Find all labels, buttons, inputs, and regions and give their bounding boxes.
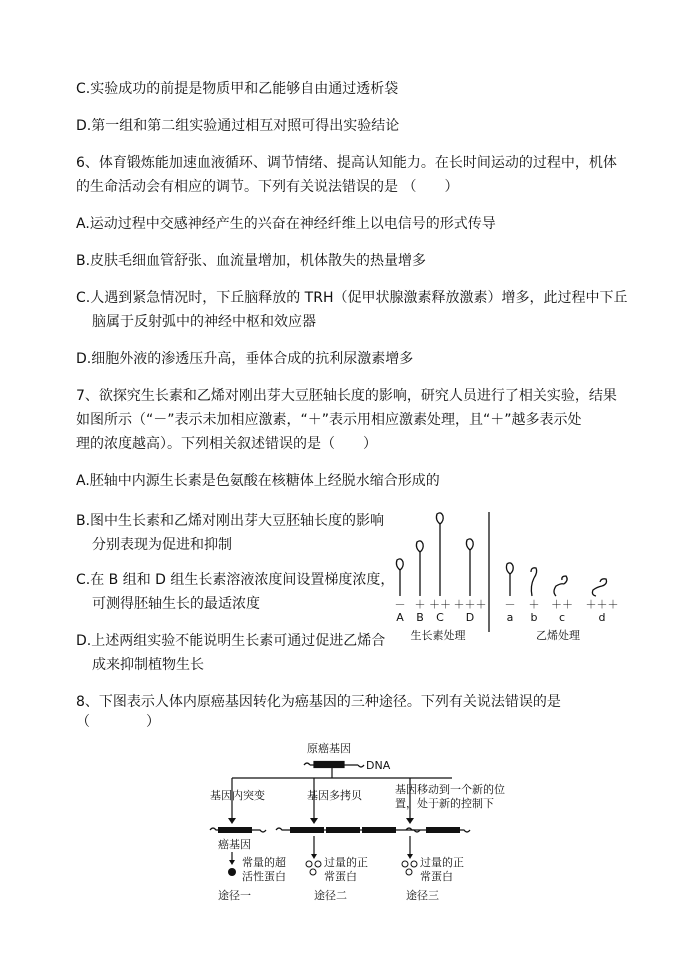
route-3: 途径三	[406, 889, 439, 902]
cancer-gene-label: 癌基因	[218, 838, 251, 851]
option-6b: B.皮肤毛细血管舒张、血流量增加，机体散失的热量增多	[76, 253, 427, 269]
letter-c2: c	[558, 611, 566, 624]
option-5c: C.实验成功的前提是物质甲和乙能够自由通过透析袋	[76, 81, 399, 97]
gene-copy-1	[290, 827, 324, 833]
option-7c-line2: 可测得胚轴生长的最适浓度	[92, 596, 260, 612]
auxin-title: 生长素处理	[410, 629, 466, 642]
p1-protein-line2: 活性蛋白	[242, 870, 286, 883]
mark-c2: ＋＋	[551, 598, 573, 611]
cancer-gene-1	[218, 827, 252, 833]
option-7d-line1: D.上述两组实验不能说明生长素可通过促进乙烯合	[76, 633, 386, 649]
p2-protein-line1: 过量的正	[324, 856, 368, 869]
question-7-line3: 理的浓度越高）。下列相关叙述错误的是（ ）	[76, 436, 377, 452]
seedling-c	[436, 513, 443, 596]
seedling-b2	[531, 568, 537, 596]
letter-b2: b	[530, 611, 538, 624]
option-5d: D.第一组和第二组实验通过相互对照可得出实验结论	[76, 118, 400, 134]
letter-c: C	[436, 611, 444, 624]
option-7a: A.胚轴中内源生长素是色氨酸在核糖体上经脱水缩合形成的	[76, 473, 440, 489]
path2-label: 基因多拷贝	[307, 789, 362, 802]
question-8-line1: 8、下图表示人体内原癌基因转化为癌基因的三种途径。下列有关说法错误的是	[76, 694, 561, 710]
letter-b: B	[416, 611, 424, 624]
route-2: 途径二	[314, 889, 347, 902]
option-6c-line1: C.人遇到紧急情况时，下丘脑释放的 TRH（促甲状腺激素释放激素）增多，此过程中下丘	[76, 290, 628, 306]
seedling-d	[466, 539, 473, 596]
option-7c-line1: C.在 B 组和 D 组生长素溶液浓度间设置梯度浓度，	[76, 572, 395, 588]
protein-icon	[406, 869, 412, 875]
gene-copy-3	[362, 827, 396, 833]
p3-protein-line1: 过量的正	[420, 856, 464, 869]
protein-icon	[315, 861, 321, 867]
seedling-b	[416, 541, 423, 596]
protein-icon	[310, 869, 316, 875]
p2-protein-line2: 常蛋白	[324, 870, 357, 883]
letter-d2: d	[598, 611, 606, 624]
seedling-c2	[554, 576, 567, 596]
question-6-line2: 的生命活动会有相应的调节。下列有关说法错误的是 （ ）	[76, 179, 459, 195]
mark-d: ＋＋＋	[453, 598, 487, 611]
letter-d: D	[465, 611, 475, 624]
p3-protein-line2: 常蛋白	[420, 870, 453, 883]
mark-a2: －	[504, 598, 516, 611]
letter-a: A	[396, 611, 404, 624]
hyperactive-protein-icon	[228, 868, 236, 876]
question-6-line1: 6、体育锻炼能加速血液循环、调节情绪、提高认知能力。在长时间运动的过程中，机体	[76, 155, 617, 171]
option-6a: A.运动过程中交感神经产生的兴奋在神经纤维上以电信号的形式传导	[76, 216, 496, 232]
mark-b: ＋	[414, 598, 426, 611]
oncogene-figure	[196, 738, 506, 906]
question-7-line2: 如图所示（“－”表示未加相应激素，“＋”表示用相应激素处理，且“＋”越多表示处	[76, 412, 582, 428]
p1-protein-line1: 常量的超	[242, 856, 286, 869]
option-7d-line2: 成来抑制植物生长	[92, 657, 204, 673]
dna-label: DNA	[366, 759, 391, 772]
protein-icon	[411, 861, 417, 867]
question-7-line1: 7、欲探究生长素和乙烯对刚出芽大豆胚轴长度的影响，研究人员进行了相关实验，结果	[76, 388, 617, 404]
mark-d2: ＋＋＋	[585, 598, 619, 611]
protein-icon	[306, 861, 312, 867]
protein-icon	[402, 861, 408, 867]
route-1: 途径一	[218, 889, 251, 902]
option-7b-line1: B.图中生长素和乙烯对刚出芽大豆胚轴长度的影响	[76, 513, 385, 529]
mark-b2: ＋	[528, 598, 540, 611]
letter-a2: a	[506, 611, 514, 624]
proto-oncogene-label: 原癌基因	[307, 742, 351, 755]
path3-label-line1: 基因移动到一个新的位	[395, 783, 505, 796]
mark-c: ＋＋	[429, 598, 451, 611]
seedling-d2	[592, 579, 606, 596]
top-gene-segment	[314, 762, 344, 768]
path1-label: 基因内突变	[210, 789, 265, 802]
path3-label-line2: 置，处于新的控制下	[395, 797, 494, 810]
ethylene-title: 乙烯处理	[536, 629, 580, 642]
seedling-a	[396, 559, 403, 596]
option-6c-line2: 脑属于反射弧中的神经中枢和效应器	[92, 314, 316, 330]
question-8-line2: （ ）	[76, 714, 160, 730]
seedling-figure	[388, 508, 624, 648]
gene-copy-2	[326, 827, 360, 833]
option-7b-line2: 分别表现为促进和抑制	[92, 537, 232, 553]
option-6d: D.细胞外液的渗透压升高，垂体合成的抗利尿激素增多	[76, 351, 414, 367]
mark-a: －	[394, 598, 406, 611]
seedling-a2	[506, 563, 513, 596]
moved-gene	[426, 827, 460, 833]
